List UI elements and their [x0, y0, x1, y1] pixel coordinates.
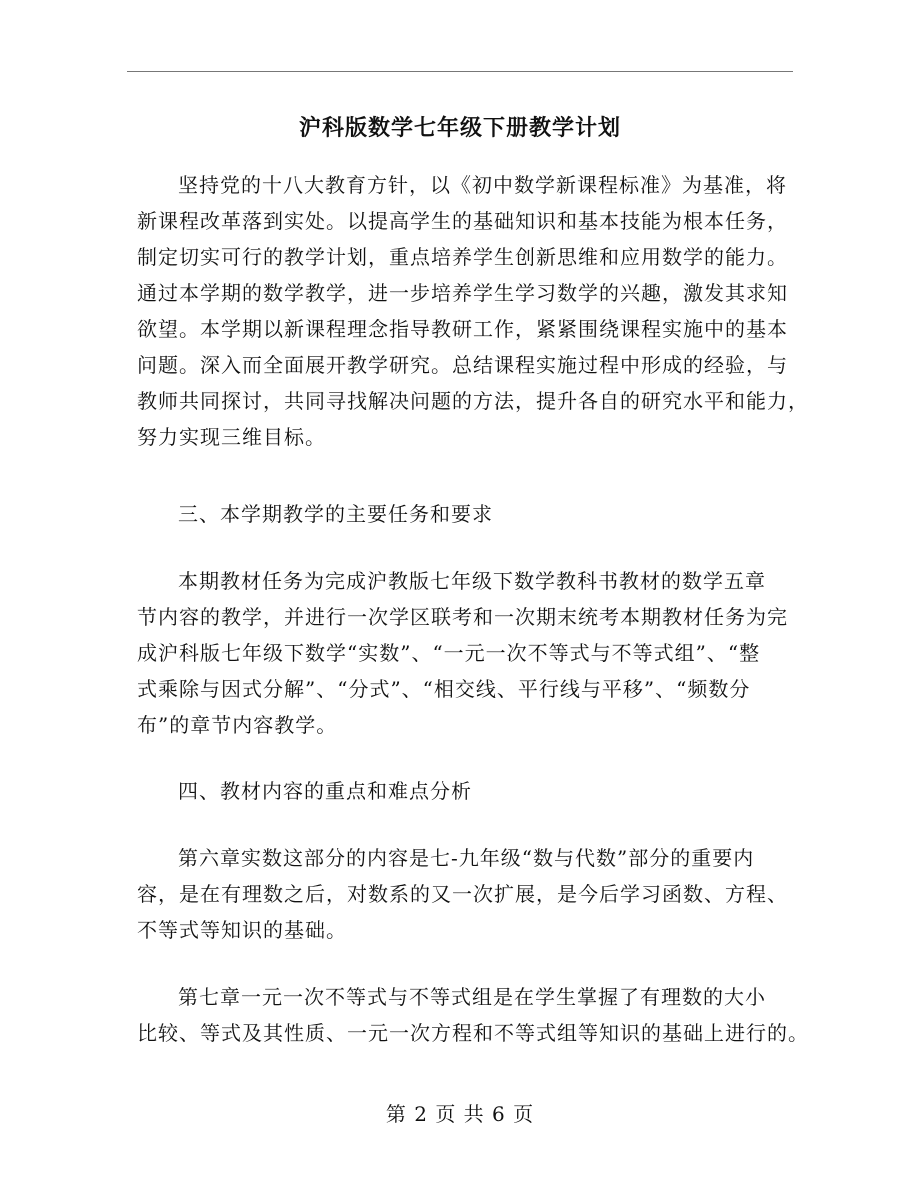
body-line: 欲望。本学期以新课程理念指导教研工作，紧紧围绕课程实施中的基本	[137, 317, 788, 341]
body-line: 布”的章节内容教学。	[137, 713, 338, 737]
body-line: 通过本学期的数学教学，进一步培养学生学习数学的兴趣，激发其求知	[137, 281, 788, 305]
body-line: 教师共同探讨，共同寻找解决问题的方法，提升各自的研究水平和能力，	[137, 389, 809, 413]
body-line: 比较、等式及其性质、一元一次方程和不等式组等知识的基础上进行的。	[137, 1021, 809, 1045]
header-rule	[127, 71, 793, 72]
body-line: 努力实现三维目标。	[137, 425, 326, 449]
body-line: 本期教材任务为完成沪教版七年级下数学教科书教材的数学五章	[178, 569, 766, 593]
body-line: 问题。深入而全面展开教学研究。总结课程实施过程中形成的经验，与	[137, 353, 788, 377]
document-title: 沪科版数学七年级下册教学计划	[298, 115, 621, 141]
body-line: 不等式等知识的基础。	[137, 918, 347, 942]
body-line: 制定切实可行的教学计划，重点培养学生创新思维和应用数学的能力。	[137, 245, 788, 269]
body-line: 成沪科版七年级下数学“实数”、“一元一次不等式与不等式组”、“整	[137, 641, 761, 665]
section-heading: 四、教材内容的重点和难点分析	[178, 779, 472, 803]
body-line: 第六章实数这部分的内容是七-九年级“数与代数”部分的重要内	[178, 846, 755, 870]
body-line: 第七章一元一次不等式与不等式组是在学生掌握了有理数的大小	[178, 985, 766, 1009]
body-line: 容，是在有理数之后，对数系的又一次扩展，是今后学习函数、方程、	[137, 882, 788, 906]
body-line: 节内容的教学，并进行一次学区联考和一次期末统考本期教材任务为完	[137, 605, 788, 629]
body-line: 式乘除与因式分解”、“分式”、“相交线、平行线与平移”、“频数分	[137, 677, 751, 701]
page-number: 第 2 页 共 6 页	[385, 1102, 535, 1126]
section-heading: 三、本学期教学的主要任务和要求	[178, 502, 493, 526]
body-line: 新课程改革落到实处。以提高学生的基础知识和基本技能为根本任务，	[137, 209, 788, 233]
body-line: 坚持党的十八大教育方针，以《初中数学新课程标准》为基准，将	[178, 173, 787, 197]
